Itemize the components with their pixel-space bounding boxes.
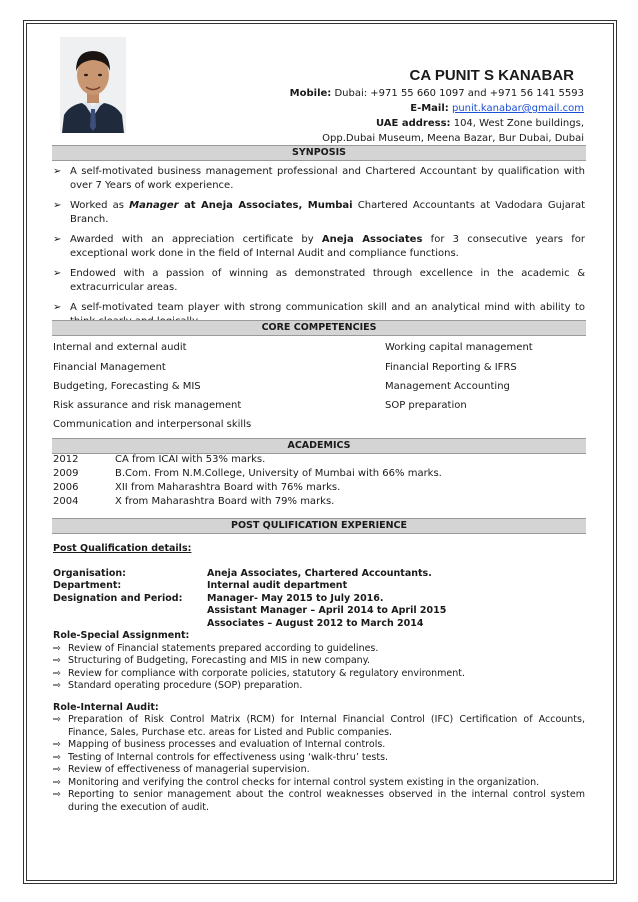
competency-right: Working capital management (385, 342, 533, 353)
experience-heading: POST QULIFICATION EXPERIENCE (52, 518, 586, 534)
competency-right: Financial Reporting & IFRS (385, 362, 517, 373)
mobile-line: Mobile: Dubai: +971 55 660 1097 and +971 56 141 5593 (289, 88, 584, 99)
internal-item: ⇨ Mapping of business processes and evaluation of Internal controls. (53, 739, 386, 750)
dept-row: Department: Internal audit department (53, 580, 348, 591)
special-item: ⇨ Review of Financial statements prepared according to guidelines. (53, 642, 379, 654)
special-item: ⇨ Review for compliance with corporate policies, statutory & regulatory environment. (53, 667, 466, 679)
hollow-arrow-icon: ⇨ (53, 667, 61, 679)
address-line: UAE address: 104, West Zone buildings, (375, 118, 584, 129)
designation-row: Assistant Manager – April 2014 to April 2015 (207, 605, 447, 616)
competency-right: SOP preparation (385, 400, 467, 411)
internal-item: ⇨ Testing of Internal controls for effectiveness using ‘walk-thru’ tests. (53, 751, 389, 763)
internal-item: ⇨ Preparation of Risk Control Matrix (RCM) for Internal Financial Control (IFC) Certification of Accounts, Finance, Sales, Purchase etc. areas for Listed and Public companies. (53, 714, 585, 738)
synopsis-item: ➢ A self-motivated business management professional and Chartered Accountant by qualification with over 7 Years of work experience. (53, 166, 585, 191)
hollow-arrow-icon: ⇨ (53, 751, 61, 763)
designation-row: Designation and Period: Manager- May 2015 to July 2016. (53, 592, 384, 604)
arrow-bullet-icon: ➢ (53, 200, 62, 211)
competency-left: Risk assurance and risk management (53, 400, 242, 411)
competency-left: Communication and interpersonal skills (53, 419, 252, 430)
hollow-arrow-icon: ⇨ (53, 714, 61, 725)
competency-left: Financial Management (53, 362, 166, 373)
hollow-arrow-icon: ⇨ (53, 680, 61, 691)
experience-subtitle: Post Qualification details: (53, 543, 192, 554)
synopsis-list (53, 165, 585, 329)
address-line-2: Opp.Dubai Museum, Meena Bazar, Bur Dubai, Dubai (322, 133, 584, 144)
profile-photo (60, 37, 126, 133)
hollow-arrow-icon: ⇨ (53, 739, 61, 750)
special-item: ⇨ Standard operating procedure (SOP) preparation. (53, 680, 303, 691)
academics-list: 2012 CA from ICAI with 53% marks. 2009 B.Com. From N.M.College, University of Mumbai with 66% marks. 2006 XII from Maharashtra Board with 76% marks. 2004 X from Maharashtra Board with 79% marks. (53, 454, 442, 507)
synopsis-heading: SYNPOSIS (52, 145, 586, 161)
org-row: Organisation: Aneja Associates, Chartered Accountants. (53, 567, 432, 579)
synopsis-item: ➢ Endowed with a passion of winning as demonstrated through excellence in the academic & extracurricular areas. (53, 268, 585, 293)
internal-item: ⇨ Monitoring and verifying the control checks for internal control system existing in the organization. (53, 776, 540, 788)
synopsis-item: ➢ Worked as Manager at Aneja Associates, Mumbai Chartered Accountants at Vadodara Gujarat Branch. (53, 200, 585, 225)
hollow-arrow-icon: ⇨ (53, 642, 61, 654)
email-link[interactable]: punit.kanabar@gmail.com (451, 103, 584, 114)
experience-section (53, 543, 585, 814)
special-assignment-title: Role-Special Assignment: (53, 630, 190, 641)
hollow-arrow-icon: ⇨ (53, 789, 61, 800)
internal-item: ⇨ Reporting to senior management about the control weaknesses observed in the internal control system during the execution of audit. (53, 789, 585, 813)
competency-left: Budgeting, Forecasting & MIS (53, 381, 201, 392)
contact-header (290, 66, 584, 146)
hollow-arrow-icon: ⇨ (53, 764, 61, 775)
designation-row: Associates – August 2012 to March 2014 (207, 617, 424, 629)
academics-heading: ACADEMICS (52, 438, 586, 454)
arrow-bullet-icon: ➢ (53, 166, 62, 177)
special-item: ⇨ Structuring of Budgeting, Forecasting and MIS in new company. (53, 655, 370, 666)
synopsis-item: ➢ Awarded with an appreciation certificate by Aneja Associates for 3 consecutive years for exceptional work done in the field of Internal Audit and compliance functions. (53, 234, 586, 259)
arrow-bullet-icon: ➢ (53, 268, 62, 279)
synopsis-item: ➢ A self-motivated team player with strong communication skill and an analytical mind with ability to (53, 302, 585, 313)
competencies-heading: CORE COMPETENCIES (52, 320, 586, 336)
hollow-arrow-icon: ⇨ (53, 655, 61, 666)
email-line: E-Mail: punit.kanabar@gmail.com (410, 103, 584, 114)
competency-left: Internal and external audit (53, 342, 187, 353)
arrow-bullet-icon: ➢ (53, 234, 62, 245)
internal-audit-title: Role-Internal Audit: (53, 701, 159, 713)
candidate-name: CA PUNIT S KANABAR (409, 67, 574, 84)
hollow-arrow-icon: ⇨ (53, 776, 61, 788)
competency-right: Management Accounting (385, 381, 510, 392)
internal-item: ⇨ Review of effectiveness of managerial supervision. (53, 764, 310, 775)
arrow-bullet-icon: ➢ (53, 302, 62, 313)
